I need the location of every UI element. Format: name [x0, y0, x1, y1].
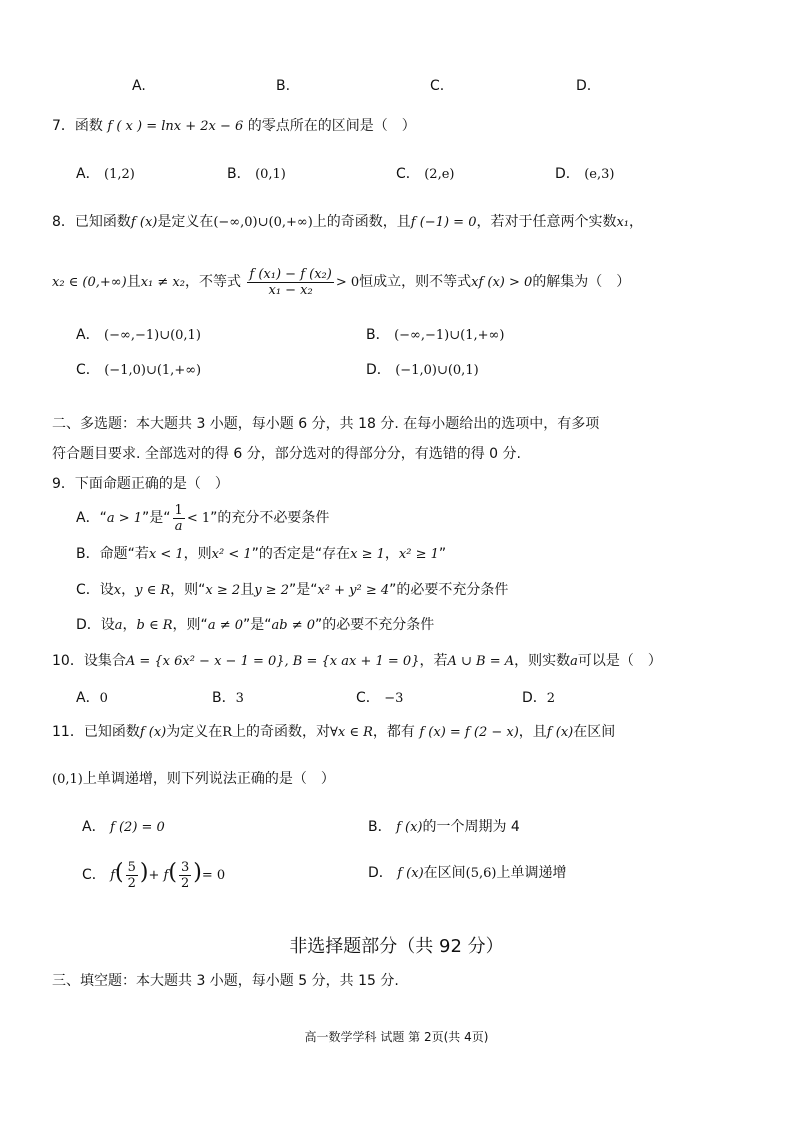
q10-option-d: D．2 — [522, 690, 556, 706]
q10-stem: 10．设集合A = {x 6x² − x − 1 = 0}, B = {x ax + 1 = 0}，若A ∪ B = A，则实数a可以是（ ） — [52, 653, 662, 669]
q8-option-b: B． (−∞,−1)∪(1,+∞) — [366, 327, 505, 343]
q7-option-b: B． (0,1) — [227, 166, 286, 182]
q9-option-b: B．命题“若x < 1，则x² < 1”的否定是“存在x ≥ 1，x² ≥ 1” — [76, 546, 447, 562]
q8-option-d: D． (−1,0)∪(0,1) — [366, 362, 479, 378]
q7-text-post: 的零点所在的区间是（ ） — [247, 118, 416, 134]
section3-heading: 三、填空题：本大题共 3 小题，每小题 5 分，共 15 分. — [52, 973, 399, 989]
q7-option-c: C． (2,e) — [396, 166, 455, 182]
q9-fraction: $\frac{1}{a}$ — [174, 502, 183, 534]
q9-option-c: C．设x，y ∈ R，则“x ≥ 2且y ≥ 2”是“x² + y² ≥ 4”的必要不充分条件 — [76, 582, 509, 598]
q7-stem — [52, 117, 416, 136]
q7-text-pre: 函数 — [74, 118, 103, 134]
q7-option-a: A． (1,2) — [76, 166, 135, 182]
q8-stem-line1: 8．已知函数f (x)是定义在(−∞,0)∪(0,+∞)上的奇函数，且f (−1) = 0，若对于任意两个实数x₁， — [52, 214, 644, 230]
q11-c-fraction-2: $\frac{3}{2}$ — [180, 859, 190, 891]
q8-stem-line2: x₂ ∈ (0,+∞)且x₁ ≠ x₂，不等式 $\frac{\text{f (x₁) − f (x₂)}}{\text{x₁ − x₂}}$ > 0恒成立，则不等式xf (x) > 0的解集为（ ） — [52, 266, 631, 298]
q11-option-d: D． f (x)在区间(5,6)上单调递增 — [368, 865, 567, 881]
q11-option-c: C． f( $\frac{5}{2}$ )+ f( $\frac{3}{2}$ )= 0 — [82, 859, 226, 891]
page-footer: 高一数学学科 试题 第 2页(共 4页) — [304, 1030, 489, 1044]
q6-option-c: C. — [430, 78, 445, 94]
section2-heading-line2: 符合题目要求. 全部选对的得 6 分，部分选对的得部分分，有选错的得 0 分. — [52, 446, 521, 462]
q6-option-d: D. — [576, 78, 592, 94]
q10-option-b: B．3 — [212, 690, 244, 706]
q11-stem-line1: 11．已知函数f (x)为定义在R上的奇函数，对∀x ∈ R，都有 f (x) = f (2 − x)，且f (x)在区间 — [52, 724, 616, 740]
q11-option-b: B． f (x)的一个周期为 4 — [368, 819, 520, 835]
q9-stem: 9．下面命题正确的是（ ） — [52, 476, 229, 492]
q11-option-a: A． f (2) = 0 — [82, 819, 165, 835]
part2-title: 非选择题部分（共 92 分） — [289, 936, 504, 957]
q9-option-a: A．“a > 1”是“ $\frac{1}{a}$ < 1”的充分不必要条件 — [76, 502, 330, 534]
q9-option-d: D．设a，b ∈ R，则“a ≠ 0”是“ab ≠ 0”的必要不充分条件 — [76, 617, 435, 633]
section2-heading-line1: 二、多选题：本大题共 3 小题，每小题 6 分，共 18 分. 在每小题给出的选项中，有多项 — [52, 416, 600, 432]
q10-option-c: C． −3 — [356, 690, 404, 706]
q7-number: 7． — [52, 118, 75, 134]
q10-option-a: A．0 — [76, 690, 108, 706]
q8-fraction: $\frac{\text{f (x₁) − f (x₂)}}{\text{x₁ − x₂}}$ — [249, 266, 332, 298]
q8-option-a: A． (−∞,−1)∪(0,1) — [76, 327, 201, 343]
q11-stem-line2: (0,1)上单调递增，则下列说法正确的是（ ） — [52, 771, 335, 787]
q7-option-d: D． (e,3) — [555, 166, 615, 182]
q6-option-a: A. — [132, 78, 146, 94]
q11-c-fraction-1: $\frac{5}{2}$ — [127, 859, 136, 891]
q8-option-c: C． (−1,0)∪(1,+∞) — [76, 362, 202, 378]
q6-option-b: B. — [276, 78, 291, 94]
q7-formula: f ( x ) = lnx + 2x − 6 — [107, 119, 244, 134]
